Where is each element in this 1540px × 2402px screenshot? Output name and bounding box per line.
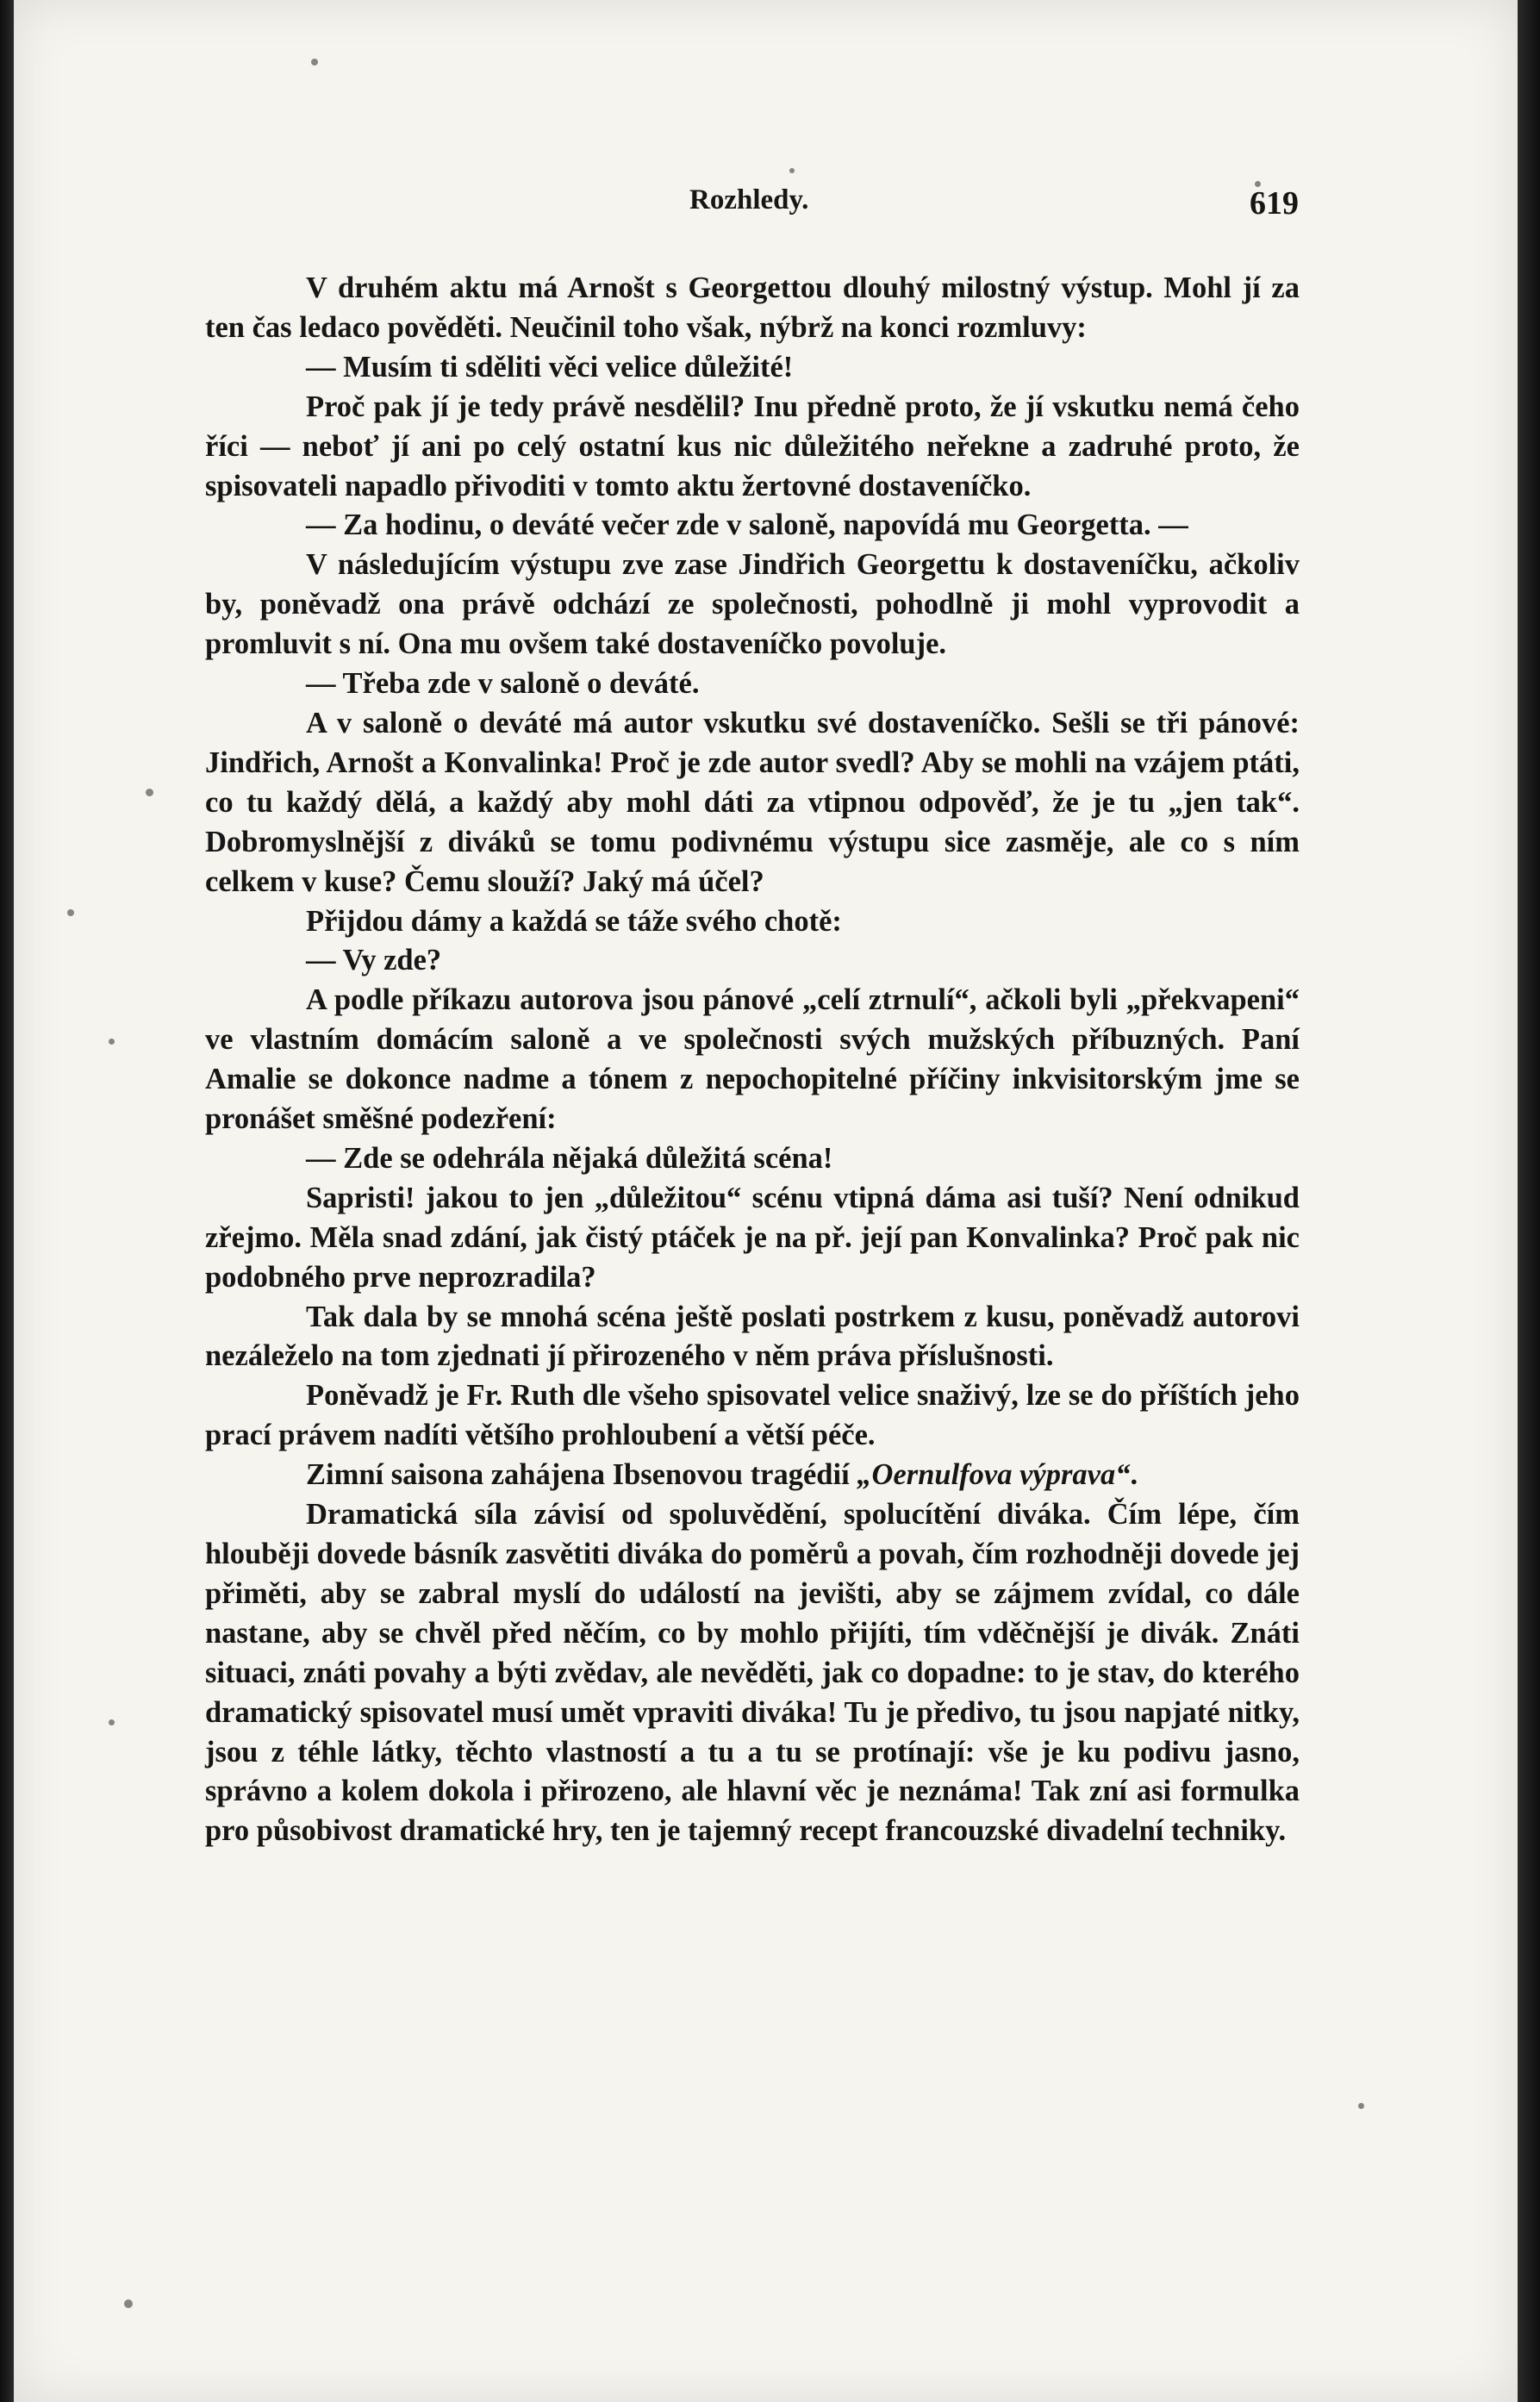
paragraph: Dramatická síla závisí od spoluvědění, spolucítění diváka. Čím lépe, čím hlouběji dovede básník zasvětiti diváka do poměrů a povah, čím rozhodněji dovede jej přiměti, aby se zabral myslí do událostí na jevišti, aby se zájmem zvídal, co dále nastane, aby se chvěl před něčím, co by mohlo přijíti, tím vděčnější je divák. Znáti situaci, znáti povahy a býti zvědav, ale nevěděti, jak co dopadne: to je stav, do kterého dramatický spisovatel musí umět vpraviti diváka! Tu je předivo, tu jsou napjaté nitky, jsou z téhle látky, těchto vlastností a tu a tu se protínají: vše je ku podivu jasno, správno a kolem dokola i přirozeno, ale hlavní věc je neznáma! Tak zní asi formulka pro působivost dramatické hry, ten je tajemný recept francouzské divadelní techniky. xyxy=(205,1498,1300,1848)
paragraph xyxy=(205,1456,1300,1495)
paragraph: V následujícím výstupu zve zase Jindřich Georgettu k dostaveníčku, ačkoliv by, poněvadž ona právě odchází ze společnosti, pohodlně ji mohl vyprovodit a promluvit s ní. Ona mu ovšem také dostaveníčko povoluje. xyxy=(205,548,1300,661)
scan-edge-left xyxy=(0,0,14,2402)
paragraph: — Třeba zde v saloně o deváté. xyxy=(306,667,700,701)
print-speck xyxy=(146,789,153,796)
paragraph: — Zde se odehrála nějaká důležitá scéna! xyxy=(306,1141,833,1175)
paragraph-text: . xyxy=(1130,1458,1138,1492)
paragraph: — Vy zde? xyxy=(306,944,442,977)
running-head xyxy=(0,184,1540,236)
paragraph-text: Zimní saisona zahájena Ibsenovou tragédií xyxy=(306,1458,857,1492)
paragraph: Přijdou dámy a každá se táže svého chotě: xyxy=(306,904,842,938)
print-speck xyxy=(124,2299,133,2308)
paragraph: V druhém aktu má Arnošt s Georgettou dlouhý milostný výstup. Mohl jí za ten čas ledaco pověděti. Neučinil toho však, nýbrž na konci rozmluvy: xyxy=(205,271,1300,344)
page-number: 619 xyxy=(1250,185,1299,221)
print-speck xyxy=(109,1039,115,1045)
scan-edge-right xyxy=(1518,0,1540,2402)
paragraph: — Za hodinu, o deváté večer zde v saloně, napovídá mu Georgetta. — xyxy=(306,508,1188,542)
body-text xyxy=(205,269,1300,1851)
print-speck xyxy=(789,168,795,173)
paragraph: A v saloně o deváté má autor vskutku své dostaveníčko. Sešli se tři pánové: Jindřich, Arnošt a Konvalinka! Proč je zde autor svedl? Aby se mohli na vzájem ptáti, co tu každý dělá, a každý aby mohl dáti za vtipnou odpověď, že je tu „jen tak“. Dobromyslnější z diváků se tomu podivnému výstupu sice zasměje, ale co s ním celkem v kuse? Čemu slouží? Jaký má účel? xyxy=(205,706,1300,898)
paragraph: A podle příkazu autorova jsou pánové „celí ztrnulí“, ačkoli byli „překvapeni“ ve vlastním domácím saloně a ve společnosti svých mužských příbuzných. Paní Amalie se dokonce nadme a tónem z nepochopitelné příčiny inkvisitorským jme se pronášet směšné podezření: xyxy=(205,983,1300,1136)
section-title: Rozhledy. xyxy=(689,184,809,215)
print-speck xyxy=(1358,2103,1364,2109)
paragraph: Poněvadž je Fr. Ruth dle všeho spisovatel velice snaživý, lze se do příštích jeho prací právem nadíti většího prohloubení a větší péče. xyxy=(205,1379,1300,1452)
print-speck xyxy=(67,909,74,916)
play-title: „Oernulfova výprava“ xyxy=(857,1458,1131,1492)
print-speck xyxy=(109,1719,115,1725)
paragraph: Sapristi! jakou to jen „důležitou“ scénu vtipná dáma asi tuší? Není odnikud zřejmo. Měla snad zdání, jak čistý ptáček je na př. její pan Konvalinka? Proč pak nic podobného prve neprozradila? xyxy=(205,1181,1300,1294)
paragraph: — Musím ti sděliti věci velice důležité! xyxy=(306,350,794,384)
paragraph: Proč pak jí je tedy právě nesdělil? Inu předně proto, že jí vskutku nemá čeho říci — neboť jí ani po celý ostatní kus nic důležitého neřekne a zadruhé proto, že spisovateli napadlo přivoditi v tomto aktu žertovné dostaveníčko. xyxy=(205,390,1300,502)
print-speck xyxy=(311,59,318,66)
paragraph: Tak dala by se mnohá scéna ještě poslati postrkem z kusu, poněvadž autorovi nezáleželo na tom zjednati jí přirozeného v něm práva příslušnosti. xyxy=(205,1300,1300,1373)
